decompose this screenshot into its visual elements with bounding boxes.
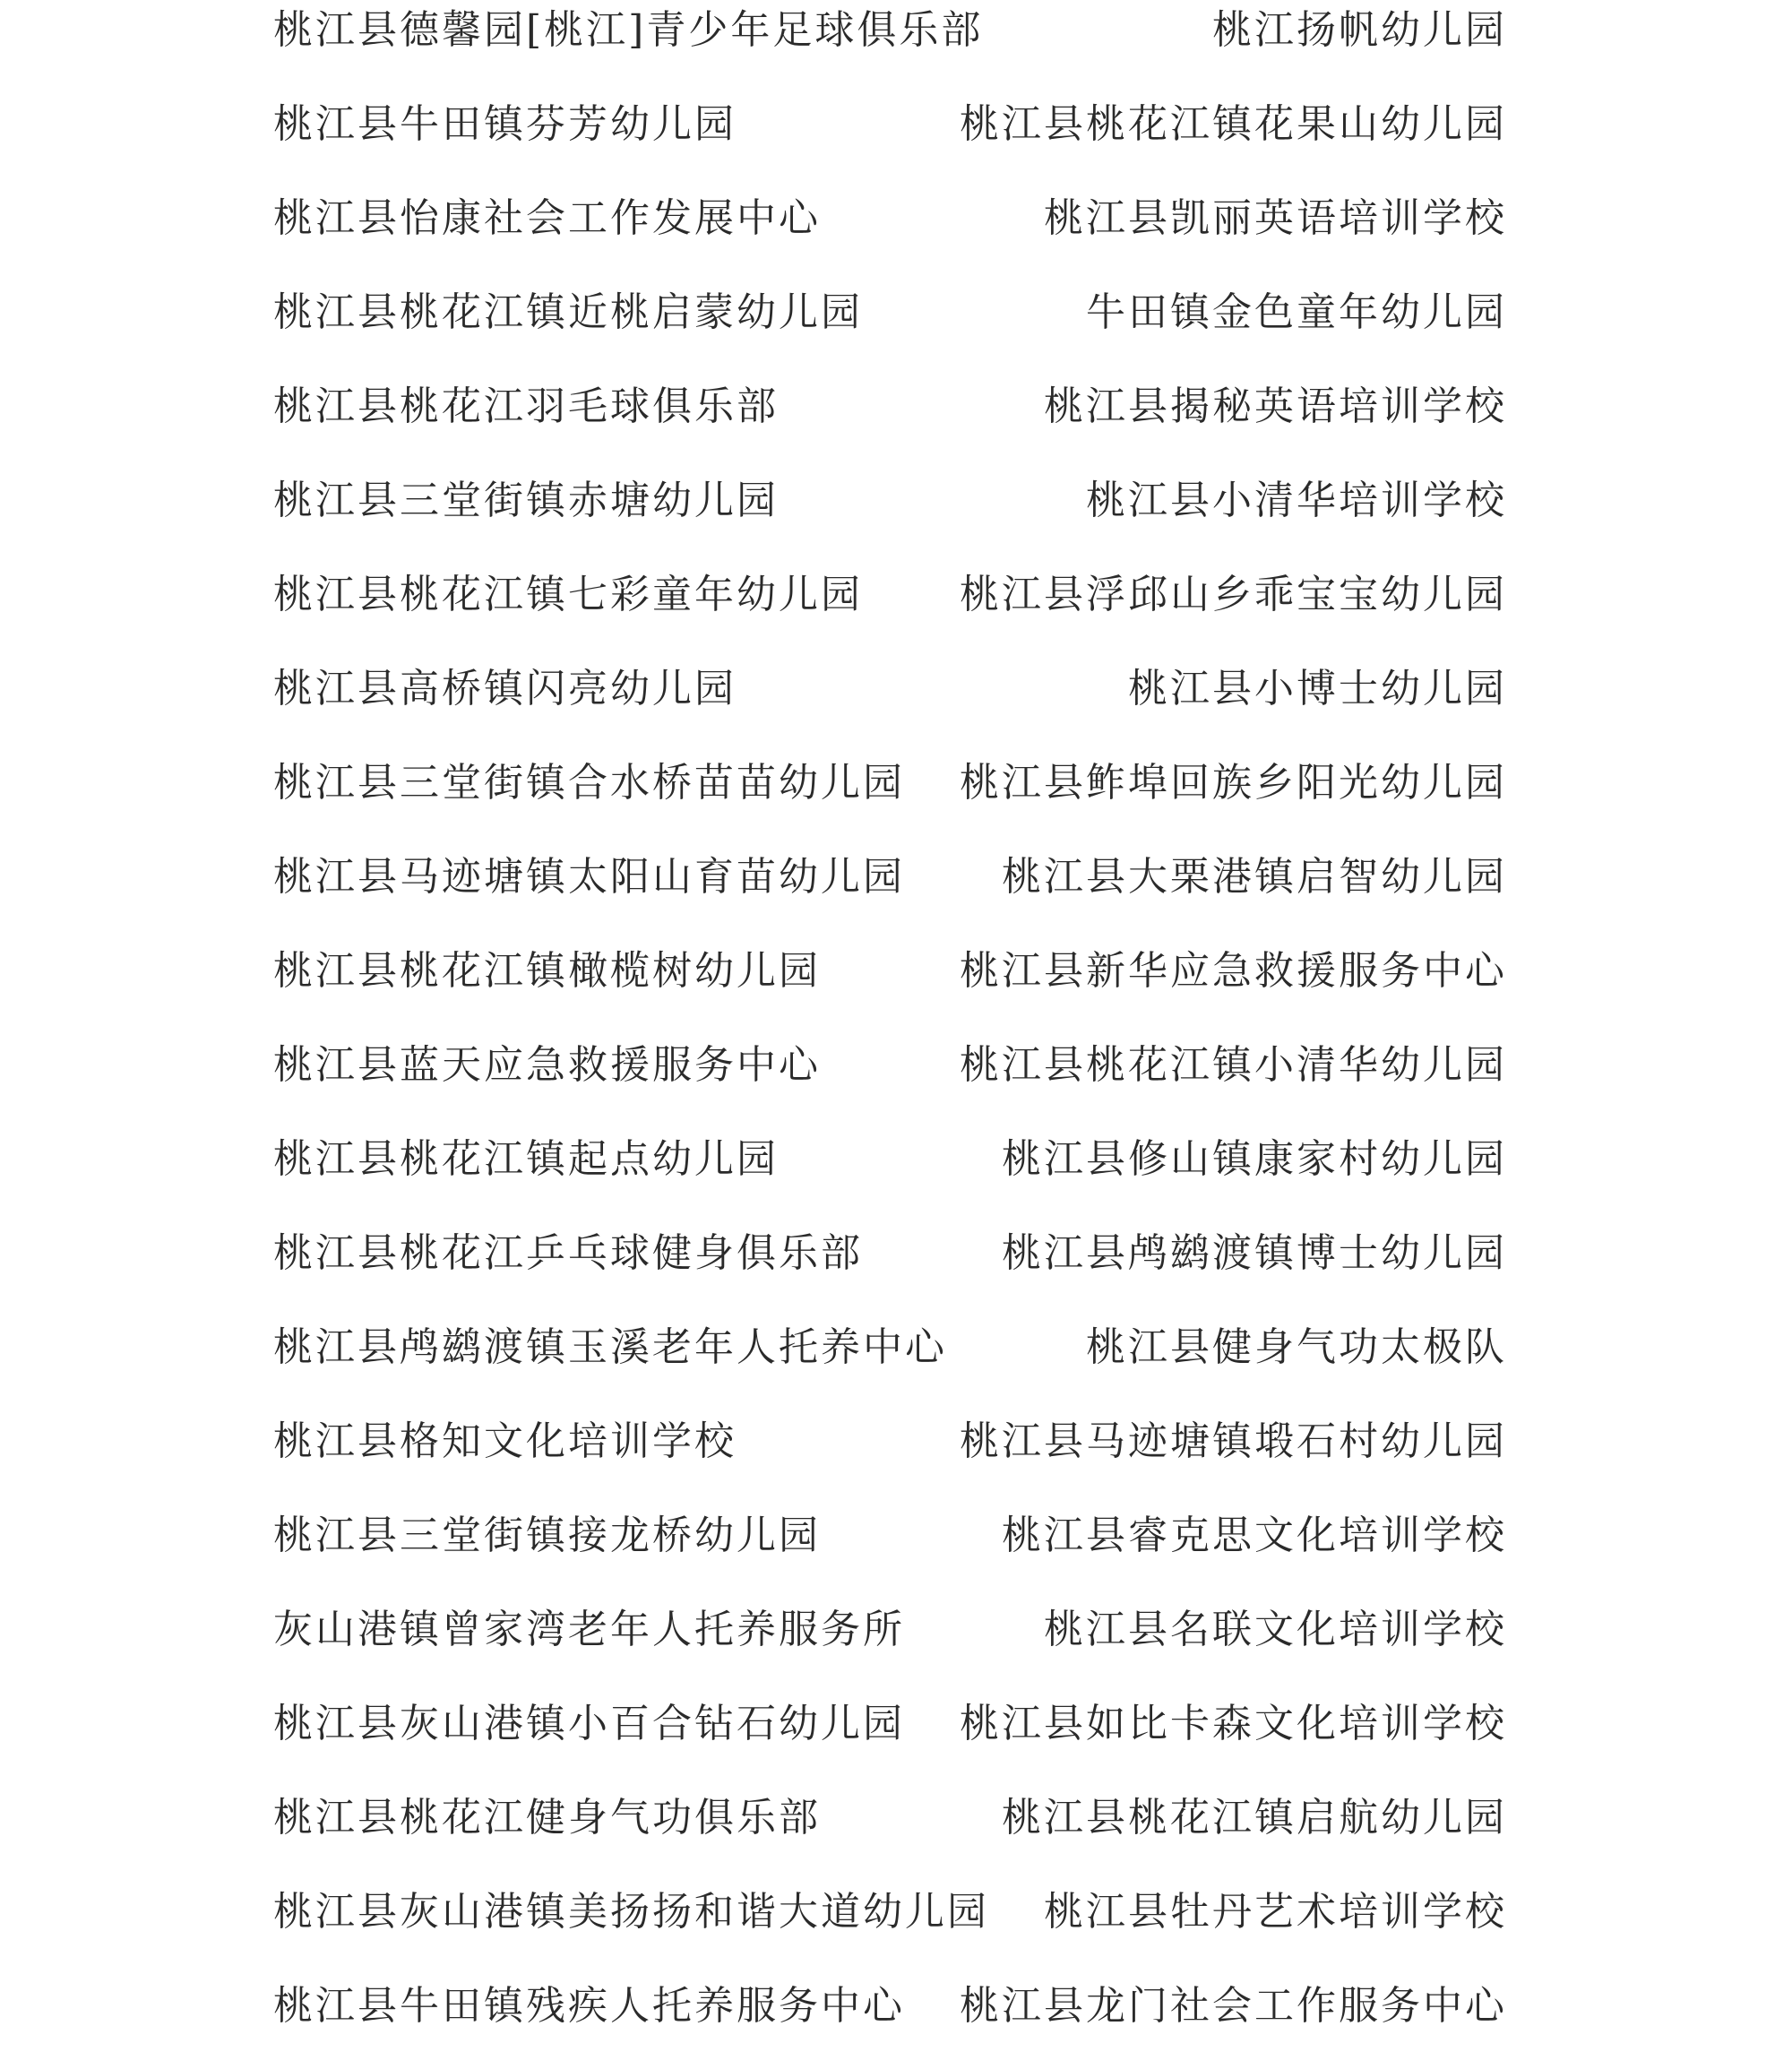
org-name-right: 桃江县桃花江镇小清华幼儿园 bbox=[960, 1042, 1507, 1088]
org-name-left: 桃江县牛田镇芬芳幼儿园 bbox=[273, 101, 737, 147]
org-name-left: 桃江县牛田镇残疾人托养服务中心 bbox=[273, 1983, 905, 2029]
org-name-left: 桃江县桃花江羽毛球俱乐部 bbox=[273, 384, 779, 429]
list-row bbox=[0, 1223, 1792, 1316]
org-name-left: 桃江县鸬鹚渡镇玉溪老年人托养中心 bbox=[273, 1324, 947, 1370]
org-name-right: 桃江县浮邱山乡乖宝宝幼儿园 bbox=[960, 572, 1507, 617]
org-name-right: 桃江县小博士幼儿园 bbox=[1128, 666, 1507, 711]
org-name-right: 桃江县新华应急救援服务中心 bbox=[960, 948, 1507, 994]
list-row bbox=[0, 753, 1792, 846]
list-row bbox=[0, 0, 1792, 93]
org-name-left: 桃江县怡康社会工作发展中心 bbox=[273, 195, 821, 241]
list-row bbox=[0, 188, 1792, 281]
org-name-left: 桃江县桃花江乒乓球健身俱乐部 bbox=[273, 1230, 863, 1276]
org-name-left: 灰山港镇曾家湾老年人托养服务所 bbox=[273, 1607, 905, 1652]
org-name-right: 桃江扬帆幼儿园 bbox=[1212, 7, 1507, 53]
org-name-left: 桃江县桃花江健身气功俱乐部 bbox=[273, 1795, 821, 1841]
org-name-left: 桃江县蓝天应急救援服务中心 bbox=[273, 1042, 821, 1088]
list-row bbox=[0, 1317, 1792, 1410]
org-name-left: 桃江县桃花江镇起点幼儿园 bbox=[273, 1136, 779, 1182]
list-row bbox=[0, 470, 1792, 564]
org-name-right: 桃江县健身气功太极队 bbox=[1086, 1324, 1507, 1370]
org-name-right: 桃江县鸬鹚渡镇博士幼儿园 bbox=[1002, 1230, 1507, 1276]
list-row bbox=[0, 1599, 1792, 1693]
org-name-right: 桃江县大栗港镇启智幼儿园 bbox=[1002, 854, 1507, 900]
org-name-right: 牛田镇金色童年幼儿园 bbox=[1086, 289, 1507, 335]
org-name-right: 桃江县凯丽英语培训学校 bbox=[1044, 195, 1507, 241]
list-row bbox=[0, 847, 1792, 940]
list-row bbox=[0, 1976, 1792, 2069]
org-name-left: 桃江县桃花江镇近桃启蒙幼儿园 bbox=[273, 289, 863, 335]
org-name-left: 桃江县灰山港镇美扬扬和谐大道幼儿园 bbox=[273, 1889, 989, 1935]
list-row bbox=[0, 941, 1792, 1034]
list-row bbox=[0, 659, 1792, 752]
org-name-right: 桃江县修山镇康家村幼儿园 bbox=[1002, 1136, 1507, 1182]
list-row bbox=[0, 565, 1792, 658]
org-name-left: 桃江县格知文化培训学校 bbox=[273, 1418, 737, 1464]
org-name-right: 桃江县鲊埠回族乡阳光幼儿园 bbox=[960, 760, 1507, 806]
org-name-right: 桃江县桃花江镇花果山幼儿园 bbox=[960, 101, 1507, 147]
org-name-right: 桃江县如比卡森文化培训学校 bbox=[960, 1701, 1507, 1746]
org-name-right: 桃江县龙门社会工作服务中心 bbox=[960, 1983, 1507, 2029]
list-row bbox=[0, 1505, 1792, 1599]
org-name-left: 桃江县灰山港镇小百合钻石幼儿园 bbox=[273, 1701, 905, 1746]
org-name-right: 桃江县马迹塘镇塅石村幼儿园 bbox=[960, 1418, 1507, 1464]
list-row bbox=[0, 1129, 1792, 1222]
list-row bbox=[0, 94, 1792, 187]
list-row bbox=[0, 1788, 1792, 1881]
org-name-right: 桃江县睿克思文化培训学校 bbox=[1002, 1513, 1507, 1558]
org-name-right: 桃江县揭秘英语培训学校 bbox=[1044, 384, 1507, 429]
org-name-left: 桃江县桃花江镇七彩童年幼儿园 bbox=[273, 572, 863, 617]
list-row bbox=[0, 376, 1792, 470]
org-name-right: 桃江县桃花江镇启航幼儿园 bbox=[1002, 1795, 1507, 1841]
org-name-left: 桃江县三堂街镇接龙桥幼儿园 bbox=[273, 1513, 821, 1558]
list-row bbox=[0, 1411, 1792, 1504]
org-name-left: 桃江县德馨园[桃江]青少年足球俱乐部 bbox=[273, 7, 984, 53]
org-name-left: 桃江县三堂街镇赤塘幼儿园 bbox=[273, 478, 779, 523]
org-name-right: 桃江县名联文化培训学校 bbox=[1044, 1607, 1507, 1652]
org-name-left: 桃江县桃花江镇橄榄树幼儿园 bbox=[273, 948, 821, 994]
list-row bbox=[0, 1882, 1792, 1975]
list-row bbox=[0, 1694, 1792, 1787]
org-name-left: 桃江县高桥镇闪亮幼儿园 bbox=[273, 666, 737, 711]
list-row bbox=[0, 282, 1792, 375]
list-row bbox=[0, 1035, 1792, 1128]
org-name-right: 桃江县牡丹艺术培训学校 bbox=[1044, 1889, 1507, 1935]
org-name-left: 桃江县三堂街镇合水桥苗苗幼儿园 bbox=[273, 760, 905, 806]
org-name-right: 桃江县小清华培训学校 bbox=[1086, 478, 1507, 523]
org-name-left: 桃江县马迹塘镇太阳山育苗幼儿园 bbox=[273, 854, 905, 900]
